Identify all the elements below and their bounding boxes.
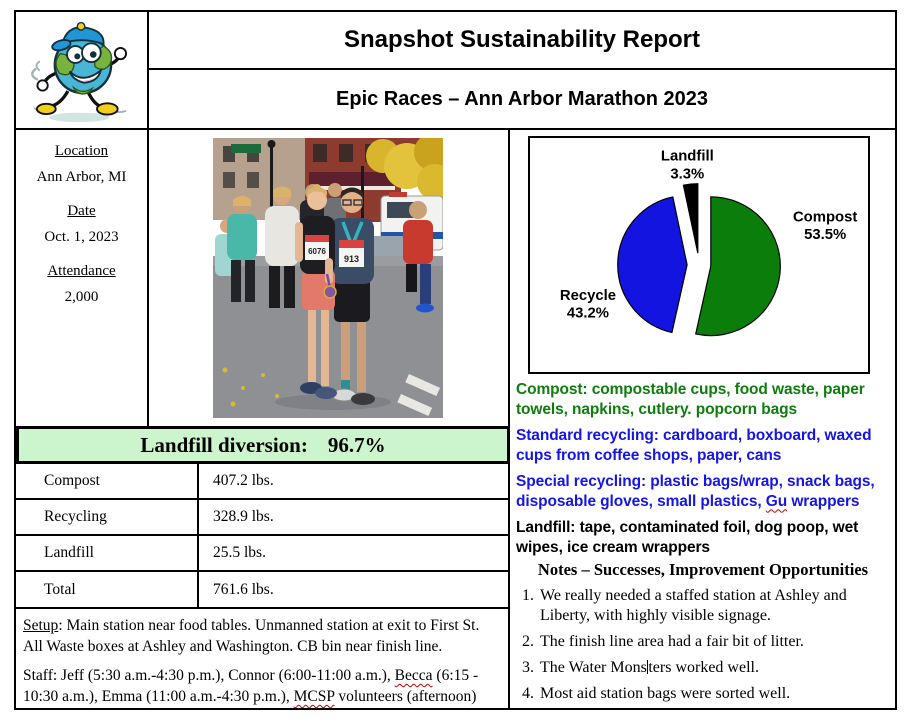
diversion-label: Landfill diversion: xyxy=(140,432,308,457)
note-number: 3. xyxy=(522,659,534,676)
row-label: Landfill xyxy=(16,536,199,570)
note-text-start: The Water Mons xyxy=(540,659,647,676)
pie-label-recycle: Recycle 43.2% xyxy=(559,287,617,322)
pie-chart-box xyxy=(528,136,870,374)
landfill-diversion-banner xyxy=(16,426,510,464)
running-earth-mascot-icon xyxy=(21,15,143,125)
note-number: 1. xyxy=(522,587,534,604)
note-item xyxy=(516,632,890,652)
logo-cell xyxy=(16,12,149,130)
row-value: 25.5 lbs. xyxy=(213,544,266,561)
report-frame xyxy=(14,10,897,710)
location-label: Location xyxy=(54,143,109,159)
pie-label-landfill: Landfill 3.3% xyxy=(660,148,714,183)
attendance-label: Attendance xyxy=(47,263,116,279)
event-info-panel xyxy=(16,130,149,426)
bib-number-left: 6076 xyxy=(308,247,326,256)
date-value: Oct. 1, 2023 xyxy=(44,229,119,245)
pie-slice-recycle xyxy=(618,197,687,333)
setup-body: : Main station near food tables. Unmanned station at exit to First St. All Waste boxes at Ashley and Washington. CB bin near finish line. xyxy=(23,617,480,655)
staff-part: volunteers (afternoon) xyxy=(334,688,477,705)
table-row xyxy=(16,500,508,536)
pie-label-compost: Compost 53.5% xyxy=(792,209,858,244)
location-value: Ann Arbor, MI xyxy=(36,169,127,185)
note-text xyxy=(540,658,890,678)
event-photo xyxy=(213,138,443,418)
note-text: We really needed a staffed station at Ashley and Liberty, with highly visible signage. xyxy=(540,587,847,624)
note-item xyxy=(516,684,890,704)
waste-categories xyxy=(516,380,890,564)
row-label: Compost xyxy=(16,464,199,498)
waste-weights-table xyxy=(16,464,510,607)
attendance-value: 2,000 xyxy=(64,289,99,305)
note-text: The finish line area had a fair bit of litter. xyxy=(540,633,804,650)
table-row xyxy=(16,464,508,500)
row-value: 328.9 lbs. xyxy=(213,508,274,525)
note-item xyxy=(516,586,890,626)
bib-number-right: 913 xyxy=(343,254,360,264)
row-label: Total xyxy=(16,572,199,607)
note-number: 2. xyxy=(522,633,534,650)
staff-text xyxy=(23,665,500,707)
row-value: 761.6 lbs. xyxy=(213,580,274,598)
report-subtitle: Epic Races – Ann Arbor Marathon 2023 xyxy=(336,87,708,110)
pie-slice-compost xyxy=(696,197,781,336)
special-recycling-text-end: wrappers xyxy=(787,492,860,510)
special-recycling-text: Special recycling: plastic bags/wrap, snack bags, disposable gloves, small plastics, xyxy=(516,473,875,510)
notes-section xyxy=(516,560,890,710)
row-value: 407.2 lbs. xyxy=(213,472,274,489)
report-title: Snapshot Sustainability Report xyxy=(343,26,701,53)
setup-text xyxy=(23,615,500,657)
event-photo-illustration xyxy=(213,138,443,418)
note-number: 4. xyxy=(522,685,534,702)
category-standard-recycling: Standard recycling: cardboard, boxboard, waxed cups from coffee shops, paper, cans xyxy=(516,427,872,464)
table-row xyxy=(16,536,508,572)
note-item xyxy=(516,658,890,678)
note-text-end: ters worked well. xyxy=(648,659,759,676)
category-special-recycling xyxy=(516,472,890,511)
staff-part: Staff: Jeff (5:30 a.m.-4:30 p.m.), Connor (6:00-11:00 a.m.), xyxy=(23,667,395,684)
misspelled-word: Becca xyxy=(394,667,433,684)
pie-chart-svg xyxy=(530,138,868,372)
setup-label: Setup xyxy=(23,617,59,634)
note-text: Most aid station bags were sorted well. xyxy=(540,685,791,702)
staff-part: (6:15 - 10:30 a.m.), Emma (11:00 a.m.-4:30 p.m.), xyxy=(23,667,479,705)
subtitle-cell xyxy=(149,70,895,130)
title-cell xyxy=(149,12,895,70)
setup-staff-box xyxy=(16,607,510,708)
right-panel xyxy=(510,130,895,708)
row-label: Recycling xyxy=(16,500,199,534)
table-row xyxy=(16,572,508,607)
diversion-value: 96.7% xyxy=(327,432,386,457)
category-landfill: Landfill: tape, contaminated foil, dog poop, wet wipes, ice cream wrappers xyxy=(516,519,859,556)
misspelled-word: MCSP xyxy=(293,688,335,705)
notes-heading: Notes – Successes, Improvement Opportunities xyxy=(537,560,869,579)
date-label: Date xyxy=(67,203,96,219)
pie-slice-landfill xyxy=(683,184,697,253)
photo-cell xyxy=(149,130,510,426)
misspelled-word: Gu xyxy=(765,492,788,510)
category-compost: Compost: compostable cups, food waste, paper towels, napkins, cutlery. popcorn bags xyxy=(516,381,865,418)
